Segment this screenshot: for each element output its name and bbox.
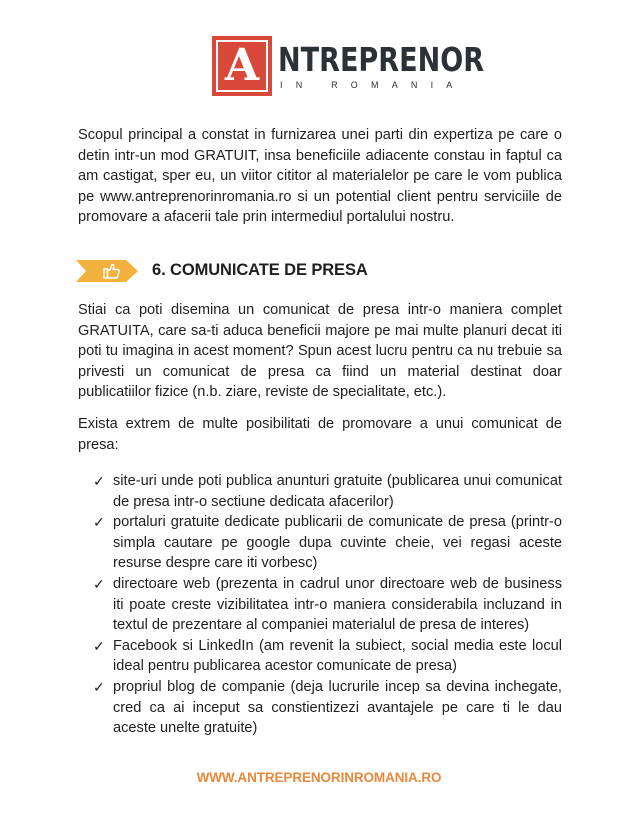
list-item-text: propriul blog de companie (deja lucrurile incep sa devina inchegate, cred ca ai inceput sa constientizezi avantajele pe care ti le dau aceste unelte gratuite) <box>113 678 562 737</box>
logo-badge <box>212 36 272 96</box>
list-item <box>93 677 562 739</box>
checkmark-icon: ✓ <box>93 637 105 654</box>
logo <box>212 36 529 96</box>
list-item-text: site-uri unde poti publica anunturi gratuite (publicarea unui comunicat de presa intr-o sectiune dedicata afacerilor) <box>113 473 562 510</box>
logo-badge-letter: A <box>224 40 260 91</box>
promotion-list <box>93 471 562 739</box>
list-item-text: portaluri gratuite dedicate publicarii de comunicate de presa (printr-o simpla cautare pe google dupa cuvinte cheie, vei regasi aceste resurse despre care iti vorbesc) <box>113 514 562 572</box>
footer-url[interactable]: WWW.ANTREPRENORINROMANIA.RO <box>196 770 442 785</box>
logo-title: NTREPRENOR <box>278 40 485 79</box>
paragraph-press-release: Stiai ca poti disemina un comunicat de presa intr-o maniera complet GRATUITA, care sa-ti aduca beneficii majore pe mai multe planuri decat iti poti tu imagina in acest moment? Spun acest lucru pentru ca nu trebuie sa privesti un comunicat de presa ca fiind un material destinat doar publicatiilor fizice (n.b. ziare, reviste de specialitate, etc.). <box>78 302 562 401</box>
list-item <box>93 574 562 636</box>
list-item-text: Facebook si LinkedIn (am revenit la subiect, social media este locul ideal pentru publicarea acestor comunicate de presa) <box>113 637 562 675</box>
paragraph-possibilities: Exista extrem de multe posibilitati de promovare a unui comunicat de presa: <box>78 416 562 453</box>
logo-text <box>278 36 529 96</box>
checkmark-icon: ✓ <box>93 678 105 695</box>
list-item <box>93 636 562 677</box>
logo-subtitle: IN ROMANIA <box>280 80 466 90</box>
list-item-text: directoare web (prezenta in cadrul unor directoare web de business iti poate creste vizibilitatea intr-o maniera considerabila incluzand in textul de prezentare al companiei materialul de presa de interes) <box>113 575 562 634</box>
list-item <box>93 512 562 574</box>
intro-paragraph: Scopul principal a constat in furnizarea unei parti din expertiza pe care o detin intr-un mod GRATUIT, insa beneficiile adiacente constau in faptul ca am castigat, sper eu, un viitor cititor al materialelor pe care le vom publica pe www.antreprenorinromania.ro si un potential client pentru serviciile de promovare a afacerii tale prin intermediul portalului nostru. <box>78 127 562 226</box>
checkmark-icon: ✓ <box>93 514 105 531</box>
checkmark-icon: ✓ <box>93 575 105 592</box>
section-title: 6. COMUNICATE DE PRESA <box>152 261 368 279</box>
section-heading-bar <box>76 260 138 282</box>
list-item <box>93 471 562 512</box>
checkmark-icon: ✓ <box>93 473 105 489</box>
